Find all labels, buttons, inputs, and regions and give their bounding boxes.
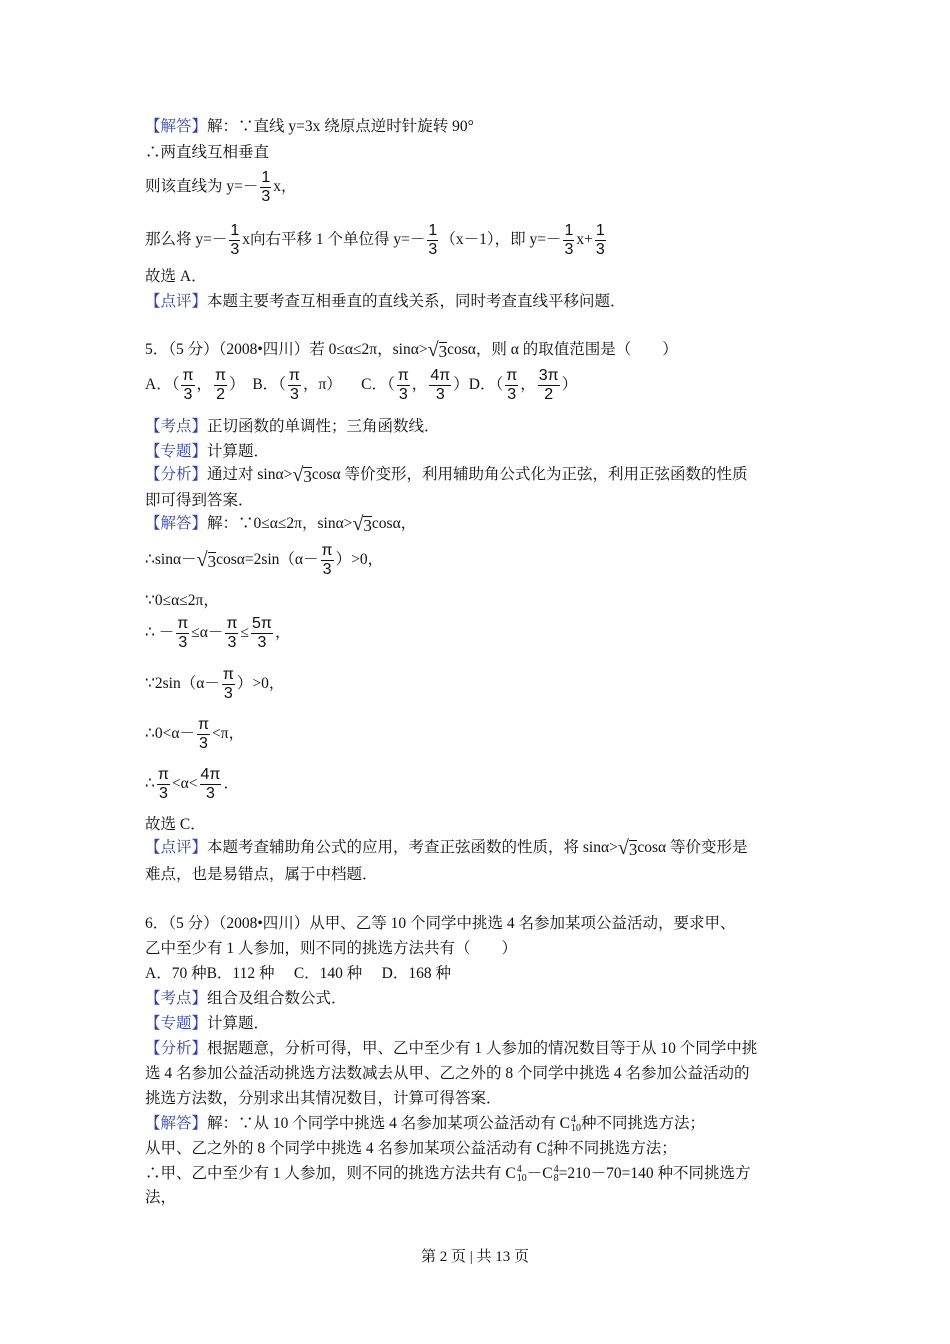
text-run: ，	[411, 376, 428, 393]
radical-sign-icon: √	[292, 464, 304, 486]
text-line	[145, 417, 440, 437]
numerator: 1	[230, 221, 240, 239]
text-line	[145, 1014, 269, 1034]
text-run: ，	[520, 376, 536, 393]
fraction	[429, 367, 451, 404]
text-run: 组合及组合数公式．	[207, 990, 347, 1007]
text-run: cosα=2sin（α－	[216, 551, 319, 568]
numerator: π	[157, 765, 169, 783]
fraction	[200, 766, 222, 803]
numerator: π	[397, 366, 409, 384]
fraction	[397, 367, 410, 404]
section-tag: 【专题】	[145, 1015, 208, 1032]
text-run: 本题主要考查互相垂直的直线关系，同时考查直线平移问题．	[207, 293, 626, 310]
combination-symbol: C	[559, 1115, 570, 1132]
denominator: 3	[227, 633, 237, 651]
text-run: A．70 种B．112 种 C．140 种 D．168 种	[145, 965, 451, 982]
text-line	[145, 117, 474, 137]
text-run: ）>0，	[236, 675, 285, 692]
text-line	[145, 715, 245, 752]
denominator: 3	[206, 784, 215, 802]
text-run: 法，	[145, 1189, 177, 1206]
text-line	[145, 964, 451, 984]
text-line	[145, 541, 384, 578]
text-line	[145, 1188, 176, 1208]
text-line	[145, 1089, 502, 1109]
denominator: 3	[435, 385, 445, 403]
text-line	[145, 366, 578, 403]
denominator: 3	[564, 240, 574, 258]
text-run: ∴甲、乙中至少有 1 人参加，则不同的挑选方法共有	[145, 1165, 506, 1182]
numerator: π	[222, 665, 234, 683]
fraction	[222, 666, 235, 703]
text-run: 乙中至少有 1 人参加，则不同的挑选方法共有（ ）	[145, 940, 518, 957]
text-run: 6．（5 分）（2008•四川）从甲、乙等 10 个同学中挑选 4 名参加某项公益活动，要求甲、	[145, 915, 736, 932]
denominator: 3	[261, 187, 271, 205]
text-line	[145, 1064, 750, 1084]
text-run: 故选 A．	[145, 268, 207, 285]
text-line	[145, 1139, 677, 1159]
numerator: 4π	[200, 765, 221, 783]
square-root	[197, 550, 216, 570]
text-run: 则该直线为 y=－	[145, 178, 259, 195]
text-run: 挑选方法数，分别求出其情况数目，计算可得答案．	[145, 1090, 502, 1107]
numerator: π	[506, 366, 518, 384]
combination-indices	[571, 1115, 581, 1133]
fraction	[260, 169, 271, 206]
text-run: ∴ －	[145, 624, 175, 641]
text-run: 计算题．	[207, 1015, 270, 1032]
text-run: 根据题意，分析可得，甲、乙中至少有 1 人参加的情况数目等于从 10 个同学中挑	[207, 1040, 758, 1057]
superscript: 4	[553, 1164, 559, 1175]
text-line	[145, 665, 285, 702]
text-run: cosα 等价变形是	[637, 839, 748, 856]
subscript: 10	[571, 1123, 581, 1134]
text-line	[145, 765, 239, 802]
text-run: x向右平移 1 个单位得 y=－	[242, 231, 426, 248]
radical-sign-icon: √	[427, 339, 439, 361]
denominator: 3	[289, 385, 299, 403]
text-line	[145, 491, 254, 511]
text-run: ）D．（	[453, 376, 504, 393]
text-run: ，	[274, 624, 291, 641]
text-line	[145, 614, 291, 651]
text-run: ∴	[145, 775, 155, 792]
numerator: π	[321, 541, 333, 559]
text-run: A．（	[145, 376, 180, 393]
denominator: 3	[257, 633, 267, 651]
section-tag: 【考点】	[145, 418, 208, 435]
numerator: π	[177, 614, 189, 632]
text-run: ，	[196, 376, 213, 393]
fraction	[214, 367, 227, 404]
denominator: 3	[178, 633, 188, 651]
square-root	[292, 465, 311, 485]
numerator: π	[288, 366, 300, 384]
text-line	[145, 1164, 750, 1184]
combination	[542, 1164, 558, 1184]
text-run: 解：∵0≤α≤2π，sinα>	[207, 515, 353, 532]
text-run: ∵2sin（α－	[145, 675, 220, 692]
text-run: ∴两直线互相垂直	[145, 144, 270, 161]
text-line	[145, 1039, 757, 1059]
text-line	[145, 292, 626, 312]
text-run: 从甲、乙之外的 8 个同学中挑选 4 名参加某项公益活动有	[145, 1140, 537, 1157]
text-run: ）	[561, 376, 578, 393]
combination-symbol: C	[542, 1165, 553, 1182]
numerator: 1	[428, 221, 438, 239]
fraction	[181, 367, 194, 404]
text-line	[145, 989, 347, 1009]
text-run: <α<	[171, 775, 198, 792]
numerator: 5π	[252, 614, 272, 632]
text-run: （x－1），即 y=－	[440, 231, 562, 248]
text-run: －	[526, 1165, 543, 1182]
numerator: 1	[595, 221, 605, 239]
text-run: ∵0≤α≤2π，	[145, 592, 219, 609]
fraction	[251, 615, 273, 652]
combination-indices	[517, 1165, 527, 1183]
denominator: 3	[183, 385, 193, 403]
text-run: 故选 C．	[145, 816, 206, 833]
section-tag: 【分析】	[145, 466, 208, 483]
denominator: 3	[595, 240, 605, 258]
superscript: 4	[571, 1114, 576, 1125]
numerator: π	[197, 715, 210, 733]
text-line	[145, 514, 416, 534]
combination	[505, 1164, 526, 1184]
fraction	[229, 222, 240, 259]
text-run: 种不同挑选方法；	[581, 1115, 706, 1132]
square-root	[352, 514, 371, 534]
text-line	[145, 815, 206, 835]
fraction	[197, 716, 210, 753]
fraction	[225, 615, 238, 652]
fraction	[288, 367, 301, 404]
text-line	[145, 143, 269, 163]
text-run: cosα，则 α 的取值范围是（ ）	[447, 341, 678, 358]
text-line	[145, 1114, 705, 1134]
numerator: π	[215, 366, 227, 384]
denominator: 3	[507, 385, 517, 403]
fraction	[505, 367, 518, 404]
subscript: 10	[516, 1173, 527, 1184]
radicand: 3	[363, 516, 372, 535]
radicand: 3	[207, 552, 217, 571]
section-tag: 【解答】	[145, 1115, 208, 1132]
text-line	[145, 465, 748, 485]
text-run: ） B．（	[229, 376, 286, 393]
text-run: cosα 等价变形，利用辅助角公式化为正弦，利用正弦函数的性质	[311, 466, 748, 483]
text-run: 本题考查辅助角公式的应用，考查正弦函数的性质，将 sinα>	[207, 839, 618, 856]
radical-sign-icon: √	[617, 837, 629, 859]
text-line	[145, 939, 517, 959]
text-run: x+	[576, 231, 593, 248]
combination	[536, 1139, 552, 1159]
superscript: 4	[547, 1139, 553, 1150]
denominator: 2	[544, 385, 554, 403]
denominator: 3	[158, 784, 168, 802]
fraction	[427, 222, 438, 259]
radicand: 3	[438, 342, 448, 361]
text-line	[145, 838, 748, 858]
section-tag: 【专题】	[145, 443, 208, 460]
text-run: 解：∵从 10 个同学中挑选 4 名参加某项公益活动有	[207, 1115, 560, 1132]
text-run: 通过对 sinα>	[207, 466, 293, 483]
text-run: ，π） C．（	[302, 376, 395, 393]
text-run: ≤α－	[191, 624, 224, 641]
numerator: 4π	[430, 366, 451, 384]
text-line	[145, 591, 219, 611]
numerator: 1	[564, 221, 574, 239]
text-run: 选 4 名参加公益活动挑选方法数减去从甲、乙之外的 8 个同学中挑选 4 名参加公益活动的	[145, 1065, 750, 1082]
subscript: 8	[547, 1148, 553, 1159]
numerator: 3π	[538, 366, 559, 384]
combination-symbol: C	[505, 1165, 516, 1182]
numerator: 1	[261, 168, 271, 186]
text-run: cosα，	[371, 515, 417, 532]
denominator: 3	[322, 560, 332, 578]
section-tag: 【点评】	[145, 293, 208, 310]
radical-sign-icon: √	[352, 513, 364, 535]
square-root	[618, 838, 637, 858]
denominator: 3	[199, 734, 208, 752]
denominator: 3	[398, 385, 408, 403]
radical-sign-icon: √	[196, 549, 208, 571]
text-run: ．	[223, 775, 239, 792]
text-line	[145, 914, 736, 934]
text-run: ≤	[240, 624, 249, 641]
combination-symbol: C	[536, 1140, 547, 1157]
text-run: 正切函数的单调性；三角函数线．	[207, 418, 440, 435]
text-run: 种不同挑选方法；	[552, 1140, 677, 1157]
section-tag: 【解答】	[145, 515, 208, 532]
text-line	[145, 267, 207, 287]
section-tag: 【点评】	[145, 839, 208, 856]
fraction	[595, 222, 606, 259]
text-run: 那么将 y=－	[145, 231, 228, 248]
text-run: 5．（5 分）（2008•四川）若 0≤α≤2π，sinα>	[145, 341, 428, 358]
section-tag: 【考点】	[145, 990, 208, 1007]
fraction	[157, 766, 170, 803]
text-run: <π，	[212, 725, 245, 742]
text-run: 计算题．	[207, 443, 270, 460]
section-tag: 【解答】	[145, 118, 208, 135]
text-run: ∴0<α－	[145, 725, 195, 742]
text-run: x，	[273, 178, 297, 195]
square-root	[428, 340, 447, 360]
denominator: 3	[223, 684, 233, 702]
text-line	[145, 442, 269, 462]
text-line	[145, 221, 608, 258]
section-tag: 【分析】	[145, 1040, 208, 1057]
fraction	[176, 615, 189, 652]
page-footer: 第 2 页 | 共 13 页	[420, 1249, 529, 1265]
text-run: =210－70=140 种不同挑选方	[558, 1165, 751, 1182]
text-run: ∴sinα－	[145, 551, 197, 568]
text-run: 即可得到答案．	[145, 492, 254, 509]
text-line	[145, 340, 678, 360]
radicand: 3	[303, 467, 312, 486]
text-run: 解：∵直线 y=3x 绕原点逆时针旋转 90°	[207, 118, 474, 135]
denominator: 2	[216, 385, 225, 403]
numerator: π	[226, 614, 238, 632]
text-line	[145, 865, 378, 885]
text-run: ）>0，	[335, 551, 384, 568]
numerator: π	[182, 366, 194, 384]
radicand: 3	[628, 840, 638, 859]
denominator: 3	[428, 240, 438, 258]
text-run: 难点，也是易错点，属于中档题．	[145, 866, 378, 883]
fraction	[563, 222, 574, 259]
subscript: 8	[553, 1173, 559, 1184]
fraction	[321, 542, 334, 579]
combination	[560, 1114, 581, 1134]
fraction	[538, 367, 560, 404]
text-line	[145, 168, 297, 205]
denominator: 3	[230, 240, 240, 258]
superscript: 4	[516, 1164, 522, 1175]
